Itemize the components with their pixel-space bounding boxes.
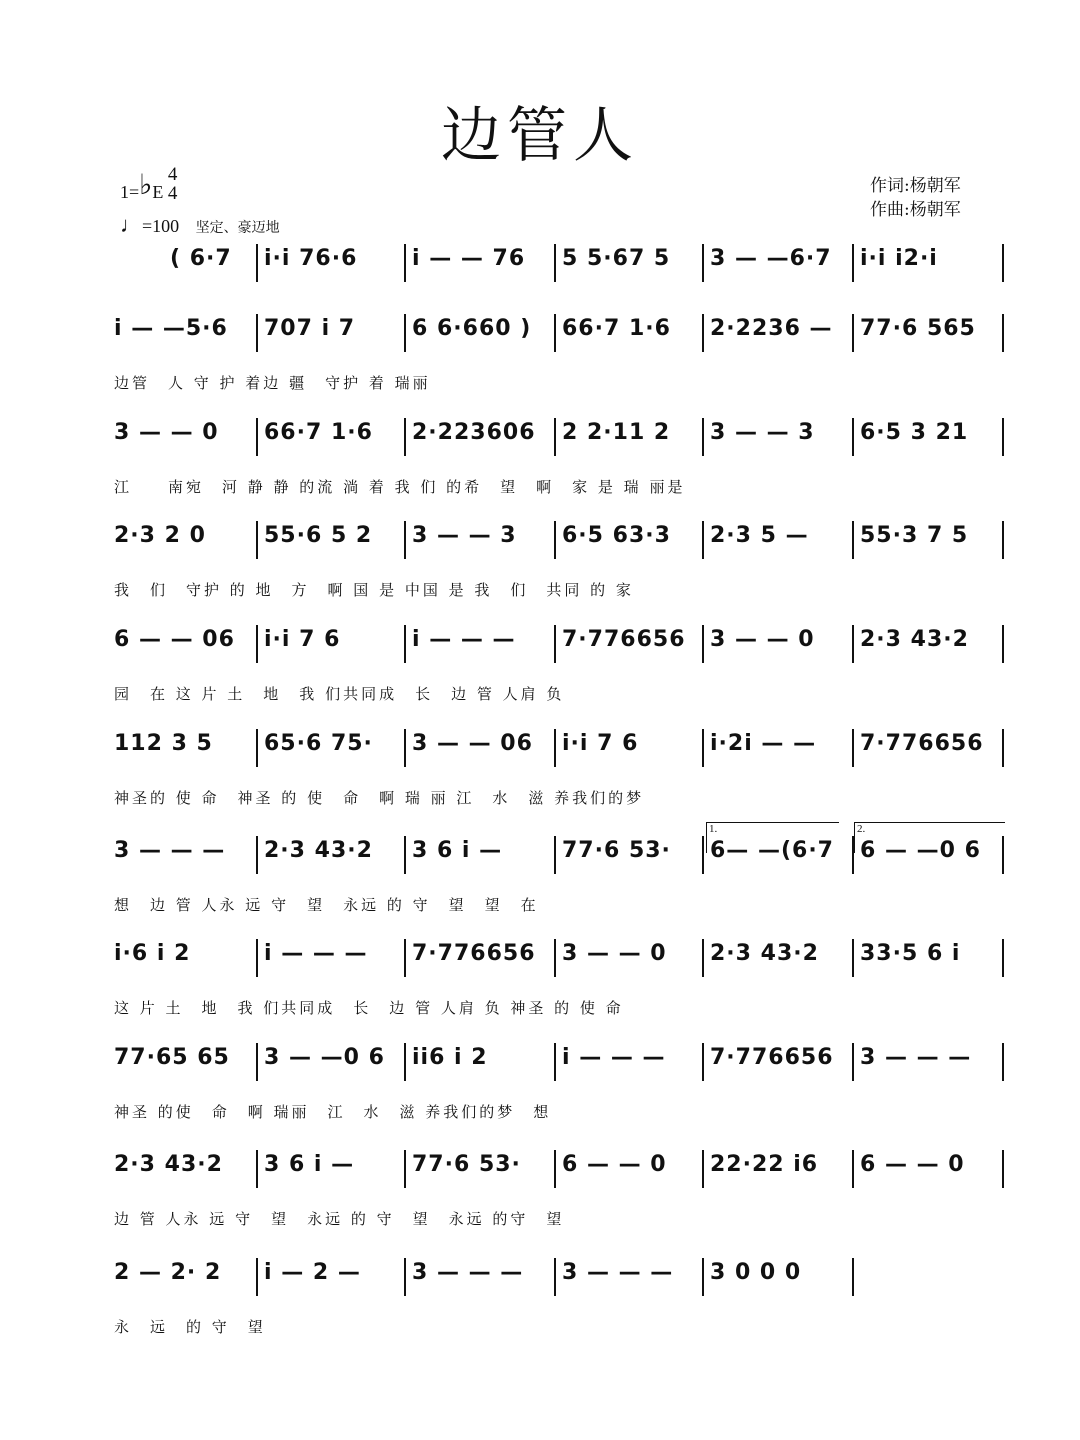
barline: [256, 314, 258, 352]
measure: 6 — — 0: [860, 1152, 965, 1177]
measure: 3 — — 0: [710, 627, 815, 652]
song-title: 边管人: [441, 101, 639, 171]
lyric-line: 想 边 管 人永 远 守 望 永远 的 守 望 望 在: [114, 896, 539, 914]
measure: 2·3 43·2: [710, 941, 819, 966]
measure: i — — 76: [412, 246, 526, 271]
measure: 3 — — —: [114, 838, 226, 863]
measure: 6 — —0 6: [860, 838, 981, 863]
tempo-marking: [120, 212, 280, 238]
measure: 77·6 53·: [562, 838, 671, 863]
barline: [554, 939, 556, 977]
lyric-line: 这 片 土 地 我 们共同成 长 边 管 人肩 负 神圣 的 使 命: [114, 999, 624, 1017]
barline: [702, 244, 704, 282]
volta-bracket: 2.: [854, 822, 1005, 853]
time-signature: [168, 165, 178, 203]
lyricist: 作词:杨朝军: [870, 176, 961, 196]
barline: [256, 1150, 258, 1188]
barline: [256, 939, 258, 977]
barline: [554, 244, 556, 282]
barline: [1002, 939, 1004, 977]
measure: 6·5 3 21: [860, 420, 969, 445]
measure: 33·5 6 i: [860, 941, 961, 966]
key-letter: E: [152, 182, 164, 202]
measure: 77·6 53·: [412, 1152, 521, 1177]
measure: 6 — — 06: [114, 627, 235, 652]
barline: [702, 314, 704, 352]
flat-icon: ♭: [139, 170, 153, 201]
tempo-value: =100: [142, 216, 180, 236]
measure: 2·3 43·2: [114, 1152, 223, 1177]
barline: [404, 1150, 406, 1188]
lyric-line: 神圣 的使 命 啊 瑞丽 江 水 滋 养我们的梦 想: [114, 1103, 552, 1121]
lyric-line: 永 远 的 守 望: [114, 1318, 266, 1336]
barline: [256, 244, 258, 282]
barline: [554, 521, 556, 559]
measure: 112 3 5: [114, 731, 213, 756]
barline: [852, 1043, 854, 1081]
barline: [404, 939, 406, 977]
barline: [404, 729, 406, 767]
barline: [852, 729, 854, 767]
barline: [702, 836, 704, 874]
barline: [404, 244, 406, 282]
barline: [404, 625, 406, 663]
measure: 3 — — —: [860, 1045, 972, 1070]
measure: 66·7 1·6: [562, 316, 671, 341]
measure: 65·6 75·: [264, 731, 373, 756]
barline: [852, 314, 854, 352]
measure: 6 6·660 ): [412, 316, 532, 341]
measure: 5 5·67 5: [562, 246, 671, 271]
measure: 2·3 43·2: [860, 627, 969, 652]
barline: [404, 314, 406, 352]
measure: 2·3 43·2: [264, 838, 373, 863]
measure: 6— —(6·7: [710, 838, 834, 863]
measure: 3 — — 0: [562, 941, 667, 966]
barline: [256, 729, 258, 767]
barline: [256, 418, 258, 456]
barline: [852, 521, 854, 559]
measure: 3 — — —: [562, 1260, 674, 1285]
barline: [702, 729, 704, 767]
composer: 作曲:杨朝军: [870, 200, 961, 220]
barline: [404, 418, 406, 456]
barline: [404, 521, 406, 559]
measure: i·6 i 2: [114, 941, 191, 966]
barline: [702, 1150, 704, 1188]
lyric-line: 边管 人 守 护 着边 疆 守护 着 瑞丽: [114, 374, 431, 392]
barline: [404, 1258, 406, 1296]
measure: 2·2236 —: [710, 316, 833, 341]
barline: [256, 625, 258, 663]
measure: 66·7 1·6: [264, 420, 373, 445]
barline: [554, 1043, 556, 1081]
barline: [256, 521, 258, 559]
barline: [852, 1150, 854, 1188]
measure: 3 — — —: [412, 1260, 524, 1285]
measure: i·2i — —: [710, 731, 817, 756]
measure: 3 — — 3: [710, 420, 815, 445]
measure: 3 0 0 0: [710, 1260, 802, 1285]
measure: 55·6 5 2: [264, 523, 373, 548]
barline: [1002, 418, 1004, 456]
barline: [1002, 314, 1004, 352]
measure: 2 2·11 2: [562, 420, 671, 445]
measure: 6·5 63·3: [562, 523, 671, 548]
barline: [1002, 1150, 1004, 1188]
measure: i·i i2·i: [860, 246, 938, 271]
measure: 3 — —0 6: [264, 1045, 385, 1070]
measure: 2·3 2 0: [114, 523, 206, 548]
lyric-line: 神圣的 使 命 神圣 的 使 命 啊 瑞 丽 江 水 滋 养我们的梦: [114, 789, 645, 807]
barline: [1002, 1043, 1004, 1081]
volta-bracket: 1.: [706, 822, 839, 853]
measure: i·i 76·6: [264, 246, 358, 271]
barline: [256, 836, 258, 874]
lyric-line: 园 在 这 片 土 地 我 们共同成 长 边 管 人肩 负: [114, 685, 565, 703]
measure: 22·22 i6: [710, 1152, 819, 1177]
measure: 3 — — 06: [412, 731, 533, 756]
barline: [554, 314, 556, 352]
barline: [1002, 521, 1004, 559]
barline: [702, 418, 704, 456]
barline: [404, 1043, 406, 1081]
measure: i — —5·6: [114, 316, 228, 341]
measure: i·i 7 6: [562, 731, 639, 756]
measure: 55·3 7 5: [860, 523, 969, 548]
barline: [554, 1150, 556, 1188]
barline: [404, 836, 406, 874]
barline: [702, 1258, 704, 1296]
barline: [1002, 625, 1004, 663]
key-prefix: 1=: [120, 182, 140, 202]
measure: 2 — 2· 2: [114, 1260, 222, 1285]
measure: 2·3 5 —: [710, 523, 809, 548]
time-numerator: 4: [167, 163, 178, 185]
measure: 3 6 i —: [264, 1152, 355, 1177]
measure: 3 — —6·7: [710, 246, 832, 271]
lyric-line: 我 们 守护 的 地 方 啊 国 是 中国 是 我 们 共同 的 家: [114, 581, 634, 599]
barline: [702, 939, 704, 977]
barline: [256, 1043, 258, 1081]
measure: 7·776656: [562, 627, 686, 652]
measure: 77·6 565: [860, 316, 976, 341]
barline: [702, 1043, 704, 1081]
barline: [554, 1258, 556, 1296]
expression-marking: 坚定、豪迈地: [195, 220, 280, 236]
barline: [702, 521, 704, 559]
measure: i·i 7 6: [264, 627, 341, 652]
barline: [852, 1258, 854, 1296]
barline: [554, 836, 556, 874]
barline: [852, 939, 854, 977]
measure: 7·776656: [710, 1045, 834, 1070]
measure: i — — —: [562, 1045, 666, 1070]
barline: [554, 625, 556, 663]
barline: [702, 625, 704, 663]
measure: ( 6·7: [170, 246, 232, 271]
measure: 3 6 i —: [412, 838, 503, 863]
barline: [554, 418, 556, 456]
measure: 2·223606: [412, 420, 536, 445]
barline: [852, 625, 854, 663]
measure: 3 — — 3: [412, 523, 517, 548]
measure: 77·65 65: [114, 1045, 230, 1070]
measure: 3 — — 0: [114, 420, 219, 445]
measure: 6 — — 0: [562, 1152, 667, 1177]
measure: 7·776656: [412, 941, 536, 966]
quarter-note-icon: ♩: [120, 212, 142, 237]
barline: [256, 1258, 258, 1296]
barline: [1002, 729, 1004, 767]
barline: [1002, 244, 1004, 282]
measure: i — 2 —: [264, 1260, 361, 1285]
measure: 7·776656: [860, 731, 984, 756]
barline: [852, 418, 854, 456]
measure: i — — —: [264, 941, 368, 966]
measure: ii6 i 2: [412, 1045, 488, 1070]
measure: 707 i 7: [264, 316, 356, 341]
lyric-line: 江 南宛 河 静 静 的流 淌 着 我 们 的希 望 啊 家 是 瑞 丽是: [114, 478, 686, 496]
barline: [852, 244, 854, 282]
measure: i — — —: [412, 627, 516, 652]
credits: [870, 174, 961, 222]
lyric-line: 边 管 人永 远 守 望 永远 的 守 望 永远 的守 望: [114, 1210, 565, 1228]
barline: [554, 729, 556, 767]
key-signature: [120, 163, 178, 213]
time-denominator: 4: [167, 182, 178, 204]
